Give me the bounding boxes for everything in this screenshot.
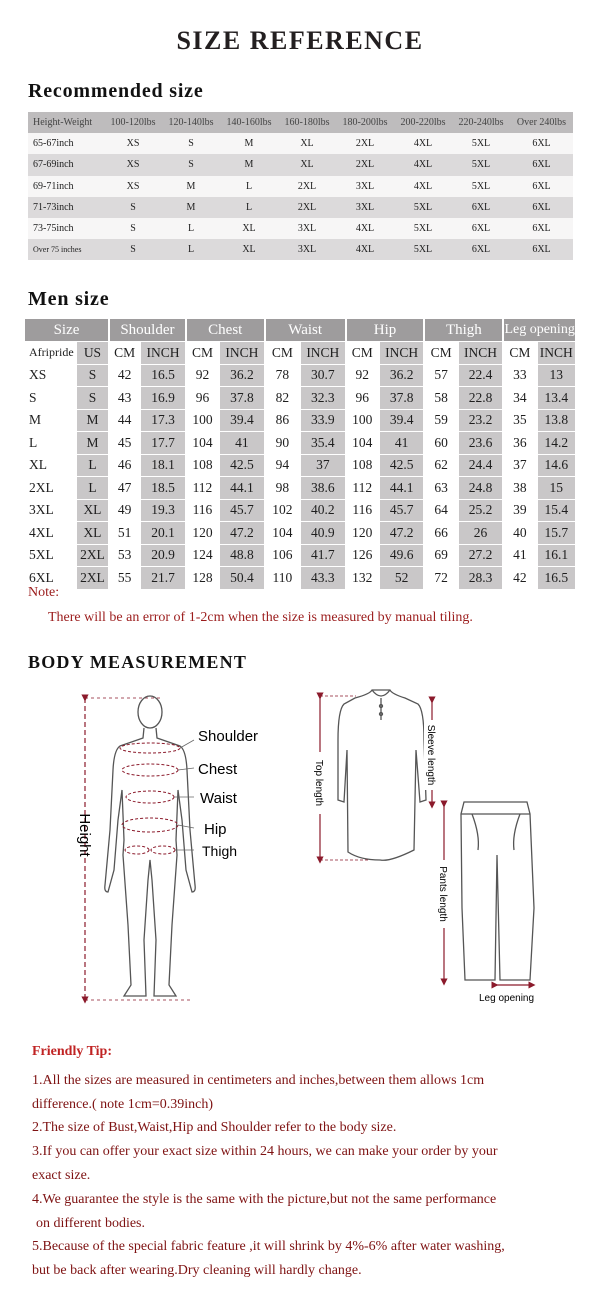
table-cell: 2XL bbox=[336, 154, 394, 175]
table-cell: 6XL bbox=[510, 176, 573, 197]
table-cell: 51 bbox=[117, 524, 132, 540]
table-cell: 20.9 bbox=[141, 545, 185, 567]
table-cell: 120 bbox=[192, 524, 213, 540]
sub-header-cell: Afripride bbox=[29, 345, 74, 360]
table-cell: XS bbox=[104, 176, 162, 197]
table-cell: S bbox=[104, 218, 162, 239]
table-cell: 21.7 bbox=[141, 567, 185, 589]
table-cell: 16.5 bbox=[538, 567, 575, 589]
table-cell: 3XL bbox=[336, 176, 394, 197]
table-cell: L bbox=[29, 434, 38, 450]
table-cell: 50.4 bbox=[220, 567, 264, 589]
leg-opening-dimension bbox=[479, 985, 534, 1004]
sub-header-cell: CM bbox=[430, 344, 452, 360]
table-cell: Over 75 inches bbox=[28, 239, 104, 260]
chest-label: Chest bbox=[198, 761, 238, 778]
table-cell: 6XL bbox=[510, 239, 573, 260]
table-cell: L bbox=[220, 197, 278, 218]
table-cell: 44.1 bbox=[220, 477, 264, 499]
table-cell: 16.5 bbox=[141, 365, 185, 387]
table-cell: 41 bbox=[220, 432, 264, 454]
table-cell: 108 bbox=[352, 457, 373, 473]
table-cell: XL bbox=[278, 154, 336, 175]
note-text: There will be an error of 1-2cm when the size is measured by manual tiling. bbox=[48, 610, 473, 625]
table-cell: M bbox=[29, 412, 42, 428]
table-row bbox=[25, 387, 575, 409]
table-cell: S bbox=[77, 387, 108, 409]
chest-line bbox=[122, 764, 178, 776]
sleeve-length-label: Sleeve length bbox=[425, 724, 436, 786]
tip-line: 3.If you can offer your exact size within 24 hours, we can make your order by your bbox=[32, 1144, 498, 1160]
table-cell: 4XL bbox=[394, 176, 452, 197]
table-cell: 20.1 bbox=[141, 522, 185, 544]
table-cell: 94 bbox=[275, 457, 290, 473]
table-cell: XL bbox=[220, 239, 278, 260]
table-cell: 108 bbox=[192, 457, 213, 473]
table-cell: 22.8 bbox=[459, 387, 503, 409]
table-cell: 32.3 bbox=[301, 387, 345, 409]
tip-line: 5.Because of the special fabric feature ,it will shrink by 4%-6% after water washing, bbox=[32, 1239, 505, 1255]
table-cell: 69-71inch bbox=[28, 176, 104, 197]
shirt-icon bbox=[338, 690, 426, 860]
table-cell: S bbox=[29, 389, 37, 405]
table-cell: 4XL bbox=[336, 218, 394, 239]
table-cell: 34 bbox=[513, 389, 527, 405]
table-cell: 116 bbox=[192, 502, 213, 518]
shoulder-label: Shoulder bbox=[198, 728, 259, 745]
table-cell: 23.6 bbox=[459, 432, 503, 454]
table-cell: 6XL bbox=[510, 133, 573, 154]
top-length-dimension bbox=[312, 696, 370, 860]
table-cell: 2XL bbox=[336, 133, 394, 154]
table-cell: 47.2 bbox=[220, 522, 264, 544]
table-cell: 45.7 bbox=[220, 500, 264, 522]
table-cell: Height-Weight bbox=[28, 112, 104, 133]
group-header-cell: Size bbox=[25, 319, 108, 341]
table-cell: M bbox=[220, 133, 278, 154]
table-cell: 57 bbox=[434, 367, 448, 383]
table-cell: 47.2 bbox=[380, 522, 424, 544]
table-row bbox=[25, 365, 575, 387]
table-cell: 15.7 bbox=[538, 522, 575, 544]
table-cell: S bbox=[162, 154, 220, 175]
table-cell: 46 bbox=[117, 457, 132, 473]
table-cell: 36.2 bbox=[380, 365, 424, 387]
recommended-size-table bbox=[28, 112, 573, 260]
table-cell: 112 bbox=[352, 479, 373, 495]
table-cell: 96 bbox=[355, 389, 369, 405]
table-cell: 19.3 bbox=[141, 500, 185, 522]
sub-header-cell: INCH bbox=[220, 342, 264, 364]
table-cell: 69 bbox=[434, 547, 448, 563]
hip-line bbox=[122, 818, 178, 832]
table-cell: 43.3 bbox=[301, 567, 345, 589]
table-cell: 132 bbox=[352, 569, 373, 585]
table-cell: 59 bbox=[434, 412, 448, 428]
table-row bbox=[25, 545, 575, 567]
table-cell: 15.4 bbox=[538, 500, 575, 522]
group-header-cell: Chest bbox=[185, 319, 264, 341]
table-cell: 27.2 bbox=[459, 545, 503, 567]
table-cell: 104 bbox=[192, 434, 213, 450]
table-cell: 42.5 bbox=[220, 455, 264, 477]
tips-heading: Friendly Tip: bbox=[32, 1044, 113, 1059]
table-cell: 126 bbox=[352, 547, 373, 563]
table-cell: 45.7 bbox=[380, 500, 424, 522]
table-row bbox=[28, 197, 573, 218]
table-row bbox=[25, 500, 575, 522]
table-cell: 24.4 bbox=[459, 455, 503, 477]
table-cell: 73-75inch bbox=[28, 218, 104, 239]
pants-length-dimension bbox=[436, 804, 452, 982]
table-cell: 39 bbox=[513, 502, 527, 518]
group-header-cell: Hip bbox=[345, 319, 424, 341]
table-cell: 14.6 bbox=[538, 455, 575, 477]
table-cell: 23.2 bbox=[459, 410, 503, 432]
table-cell: 5XL bbox=[452, 133, 510, 154]
table-cell: 38.6 bbox=[301, 477, 345, 499]
table-cell: 92 bbox=[195, 367, 210, 383]
table-cell: 35.4 bbox=[301, 432, 345, 454]
table-cell: 24.8 bbox=[459, 477, 503, 499]
table-cell: 6XL bbox=[510, 197, 573, 218]
table-cell: 71-73inch bbox=[28, 197, 104, 218]
table-cell: 41 bbox=[513, 547, 527, 563]
table-cell: 36 bbox=[513, 434, 527, 450]
height-label: Height bbox=[76, 813, 93, 857]
body-measurement-figure bbox=[0, 680, 600, 1010]
sub-header-cell: INCH bbox=[141, 342, 185, 364]
table-cell: 62 bbox=[434, 457, 448, 473]
table-cell: 5XL bbox=[29, 547, 54, 563]
table-cell: 6XL bbox=[510, 218, 573, 239]
table-cell: 53 bbox=[117, 547, 132, 563]
table-cell: 3XL bbox=[29, 502, 54, 518]
sleeve-length-dimension bbox=[424, 700, 440, 805]
pants-length-label: Pants length bbox=[437, 866, 448, 922]
table-cell: 37.8 bbox=[220, 387, 264, 409]
table-cell: M bbox=[162, 197, 220, 218]
table-cell: 40 bbox=[513, 524, 527, 540]
table-cell: 5XL bbox=[394, 239, 452, 260]
table-cell: 5XL bbox=[452, 154, 510, 175]
table-cell: 4XL bbox=[394, 133, 452, 154]
table-cell: S bbox=[77, 365, 108, 387]
table-cell: L bbox=[77, 455, 108, 477]
men-size-table bbox=[25, 318, 575, 590]
table-cell: 86 bbox=[275, 412, 290, 428]
table-cell: 72 bbox=[434, 569, 448, 585]
table-cell: 43 bbox=[117, 389, 132, 405]
table-cell: 200-220lbs bbox=[394, 112, 452, 133]
table-cell: 6XL bbox=[452, 197, 510, 218]
table-cell: 4XL bbox=[29, 524, 54, 540]
note-heading: Note: bbox=[28, 585, 60, 600]
table-cell: 16.1 bbox=[538, 545, 575, 567]
group-header-cell: Shoulder bbox=[108, 319, 185, 341]
sub-header-cell: INCH bbox=[380, 342, 424, 364]
waist-line bbox=[126, 791, 174, 803]
table-cell: M bbox=[77, 432, 108, 454]
group-header-cell: Thigh bbox=[423, 319, 502, 341]
table-cell: 220-240lbs bbox=[452, 112, 510, 133]
table-cell: 64 bbox=[434, 502, 448, 518]
table-cell: 44.1 bbox=[380, 477, 424, 499]
table-cell: 180-200lbs bbox=[336, 112, 394, 133]
table-cell: XL bbox=[278, 133, 336, 154]
table-row bbox=[28, 133, 573, 154]
table-cell: 18.1 bbox=[141, 455, 185, 477]
table-row bbox=[25, 432, 575, 454]
sub-header-cell: CM bbox=[351, 344, 373, 360]
table-cell: 45 bbox=[117, 434, 132, 450]
table-cell: 17.7 bbox=[141, 432, 185, 454]
table-cell: 6XL bbox=[452, 218, 510, 239]
table-cell: 17.3 bbox=[141, 410, 185, 432]
table-cell: 16.9 bbox=[141, 387, 185, 409]
table-cell: 67-69inch bbox=[28, 154, 104, 175]
table-cell: 26 bbox=[459, 522, 503, 544]
table-cell: 4XL bbox=[336, 239, 394, 260]
sub-header-cell: INCH bbox=[538, 342, 575, 364]
waist-label: Waist bbox=[200, 790, 237, 807]
table-cell: 25.2 bbox=[459, 500, 503, 522]
table-cell: 38 bbox=[513, 479, 527, 495]
body-measurement-heading: BODY MEASUREMENT bbox=[28, 652, 248, 672]
table-row bbox=[28, 154, 573, 175]
table-cell: 100-120lbs bbox=[104, 112, 162, 133]
table-cell: 116 bbox=[352, 502, 373, 518]
table-cell: 160-180lbs bbox=[278, 112, 336, 133]
leg-opening-label: Leg opening bbox=[479, 993, 535, 1004]
human-body-icon bbox=[105, 696, 195, 996]
table-cell: 41 bbox=[380, 432, 424, 454]
table-cell: 63 bbox=[434, 479, 448, 495]
page-title: SIZE REFERENCE bbox=[176, 26, 424, 55]
table-cell: 37 bbox=[513, 457, 527, 473]
table-cell: 36.2 bbox=[220, 365, 264, 387]
table-cell: 100 bbox=[352, 412, 373, 428]
table-cell: 13.4 bbox=[538, 387, 575, 409]
table-cell: 44 bbox=[117, 412, 132, 428]
tip-line: on different bodies. bbox=[36, 1215, 145, 1231]
tip-line: 4.We guarantee the style is the same with the picture,but not the same performance bbox=[32, 1191, 497, 1207]
group-header-row bbox=[25, 319, 575, 341]
table-row bbox=[28, 176, 573, 197]
table-cell: 13 bbox=[538, 365, 575, 387]
tip-line: difference.( note 1cm=0.39inch) bbox=[32, 1096, 214, 1112]
table-cell: 2XL bbox=[278, 197, 336, 218]
table-row bbox=[28, 218, 573, 239]
table-row bbox=[25, 567, 575, 589]
table-cell: 2XL bbox=[77, 545, 108, 567]
sub-header-cell: CM bbox=[191, 344, 213, 360]
table-cell: 49 bbox=[117, 502, 132, 518]
table-cell: 33.9 bbox=[301, 410, 345, 432]
table-cell: M bbox=[162, 176, 220, 197]
tip-line: exact size. bbox=[32, 1167, 91, 1183]
table-cell: 110 bbox=[272, 569, 293, 585]
table-cell: 102 bbox=[272, 502, 293, 518]
table-cell: 128 bbox=[192, 569, 213, 585]
table-cell: 3XL bbox=[278, 218, 336, 239]
table-cell: 4XL bbox=[394, 154, 452, 175]
group-header-cell: Waist bbox=[264, 319, 345, 341]
table-row bbox=[25, 410, 575, 432]
table-cell: 60 bbox=[434, 434, 448, 450]
table-row bbox=[25, 455, 575, 477]
table-cell: 39.4 bbox=[380, 410, 424, 432]
table-cell: 124 bbox=[192, 547, 213, 563]
friendly-tips bbox=[32, 1040, 577, 1283]
table-cell: 3XL bbox=[336, 197, 394, 218]
table-header-row bbox=[28, 112, 573, 133]
table-cell: 65-67inch bbox=[28, 133, 104, 154]
table-cell: 37 bbox=[301, 455, 345, 477]
table-cell: 13.8 bbox=[538, 410, 575, 432]
tip-line: 1.All the sizes are measured in centimeters and inches,between them allows 1cm bbox=[32, 1072, 485, 1088]
table-cell: L bbox=[77, 477, 108, 499]
table-cell: Over 240lbs bbox=[510, 112, 573, 133]
hip-label: Hip bbox=[204, 821, 227, 838]
table-cell: 42 bbox=[513, 569, 527, 585]
table-cell: 30.7 bbox=[301, 365, 345, 387]
table-cell: 6XL bbox=[510, 154, 573, 175]
table-cell: 52 bbox=[380, 567, 424, 589]
table-cell: L bbox=[162, 239, 220, 260]
sub-header-cell: CM bbox=[509, 344, 531, 360]
table-cell: 104 bbox=[352, 434, 373, 450]
table-cell: 120 bbox=[352, 524, 373, 540]
table-cell: 41.7 bbox=[301, 545, 345, 567]
table-cell: 2XL bbox=[29, 479, 54, 495]
table-cell: XL bbox=[77, 522, 108, 544]
thigh-label: Thigh bbox=[202, 843, 238, 859]
table-cell: 96 bbox=[195, 389, 210, 405]
table-cell: 15 bbox=[538, 477, 575, 499]
table-cell: 92 bbox=[355, 367, 369, 383]
table-row bbox=[25, 477, 575, 499]
table-cell: 106 bbox=[272, 547, 293, 563]
table-cell: 33 bbox=[513, 367, 527, 383]
table-cell: M bbox=[77, 410, 108, 432]
table-cell: S bbox=[104, 239, 162, 260]
table-cell: L bbox=[220, 176, 278, 197]
thigh-line-right bbox=[151, 846, 175, 854]
table-cell: 5XL bbox=[452, 176, 510, 197]
table-cell: 42.5 bbox=[380, 455, 424, 477]
sub-header-cell: CM bbox=[114, 344, 136, 360]
table-cell: 6XL bbox=[29, 569, 54, 585]
sub-header-cell: CM bbox=[271, 344, 293, 360]
table-cell: 47 bbox=[117, 479, 132, 495]
table-cell: 2XL bbox=[278, 176, 336, 197]
table-cell: 40.2 bbox=[301, 500, 345, 522]
table-cell: 40.9 bbox=[301, 522, 345, 544]
table-cell: 28.3 bbox=[459, 567, 503, 589]
table-cell: 39.4 bbox=[220, 410, 264, 432]
table-cell: 3XL bbox=[278, 239, 336, 260]
table-cell: M bbox=[220, 154, 278, 175]
table-cell: 66 bbox=[434, 524, 448, 540]
table-cell: 2XL bbox=[77, 567, 108, 589]
sub-header-cell: INCH bbox=[459, 342, 503, 364]
shoulder-line bbox=[120, 743, 180, 753]
table-cell: 55 bbox=[117, 569, 132, 585]
table-cell: 35 bbox=[513, 412, 527, 428]
thigh-line-left bbox=[125, 846, 149, 854]
table-cell: 18.5 bbox=[141, 477, 185, 499]
table-cell: 6XL bbox=[452, 239, 510, 260]
table-cell: 82 bbox=[275, 389, 290, 405]
table-cell: 37.8 bbox=[380, 387, 424, 409]
recommended-size-heading: Recommended size bbox=[28, 80, 204, 102]
table-row bbox=[25, 522, 575, 544]
table-cell: 112 bbox=[192, 479, 213, 495]
table-row bbox=[28, 239, 573, 260]
table-cell: XS bbox=[29, 367, 47, 383]
table-cell: 5XL bbox=[394, 197, 452, 218]
table-cell: 98 bbox=[275, 479, 290, 495]
table-cell: 104 bbox=[272, 524, 293, 540]
tip-line: but be back after wearing.Dry cleaning will hardly change. bbox=[32, 1263, 362, 1279]
top-length-label: Top length bbox=[313, 759, 324, 807]
table-cell: 48.8 bbox=[220, 545, 264, 567]
table-cell: 49.6 bbox=[380, 545, 424, 567]
table-cell: XL bbox=[220, 218, 278, 239]
tip-line: 2.The size of Bust,Waist,Hip and Shoulder refer to the body size. bbox=[32, 1120, 397, 1136]
table-cell: 22.4 bbox=[459, 365, 503, 387]
table-cell: 78 bbox=[275, 367, 290, 383]
table-cell: 90 bbox=[275, 434, 290, 450]
sub-header-cell: INCH bbox=[301, 342, 345, 364]
men-size-heading: Men size bbox=[28, 288, 110, 310]
sub-header-row bbox=[25, 342, 575, 364]
group-header-cell: Leg opening bbox=[502, 319, 575, 341]
table-cell: 140-160lbs bbox=[220, 112, 278, 133]
sub-header-cell: US bbox=[77, 342, 108, 364]
table-cell: XL bbox=[77, 500, 108, 522]
table-cell: S bbox=[104, 197, 162, 218]
table-cell: S bbox=[162, 133, 220, 154]
table-cell: 100 bbox=[192, 412, 213, 428]
table-cell: XS bbox=[104, 133, 162, 154]
table-cell: 42 bbox=[117, 367, 132, 383]
table-cell: 14.2 bbox=[538, 432, 575, 454]
table-cell: XL bbox=[29, 457, 47, 473]
table-cell: 58 bbox=[434, 389, 448, 405]
pants-icon bbox=[461, 802, 534, 980]
table-cell: XS bbox=[104, 154, 162, 175]
table-cell: L bbox=[162, 218, 220, 239]
table-cell: 5XL bbox=[394, 218, 452, 239]
table-cell: 120-140lbs bbox=[162, 112, 220, 133]
